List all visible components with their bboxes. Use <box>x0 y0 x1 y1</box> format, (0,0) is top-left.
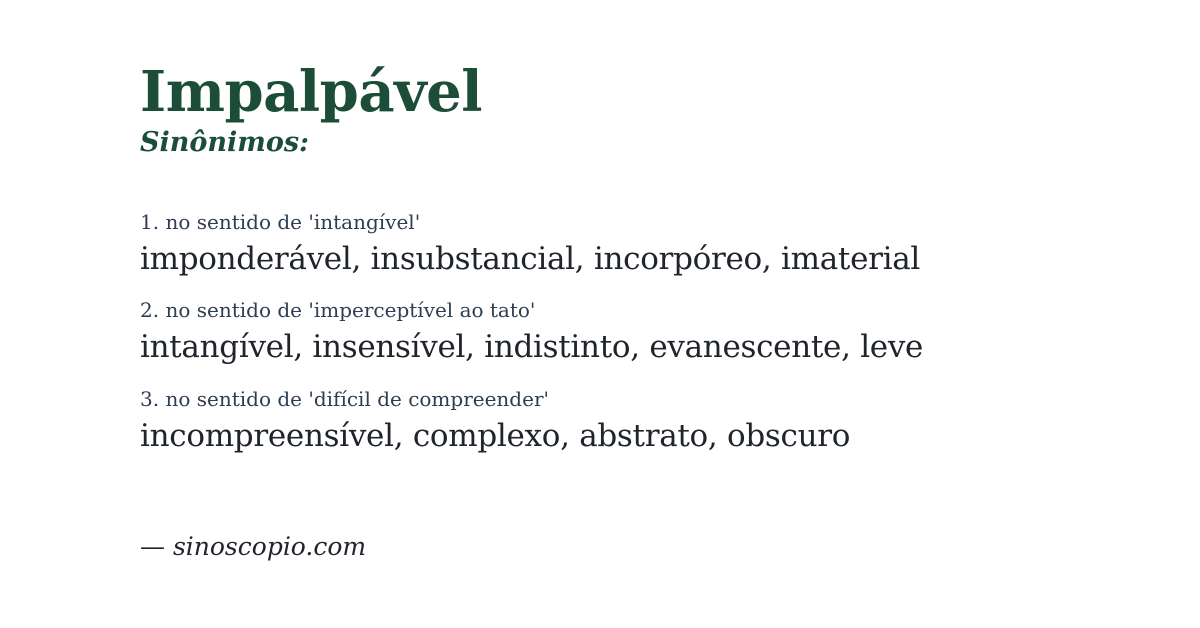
sense-synonyms: imponderável, insubstancial, incorpóreo, imaterial <box>140 241 921 278</box>
sense-item <box>140 297 1140 367</box>
sense-number: 2. <box>140 298 160 323</box>
sense-context-text: no sentido de 'difícil de compreender' <box>165 386 550 411</box>
source-domain: sinoscopio.com <box>172 531 367 561</box>
sense-item <box>140 209 1140 279</box>
senses-list <box>140 209 1140 456</box>
sense-number: 3. <box>140 386 160 411</box>
sense-context-text: no sentido de 'intangível' <box>165 210 421 235</box>
sense-context-line <box>140 209 1140 235</box>
sense-context-line <box>140 297 1140 323</box>
source-attribution <box>140 532 1140 561</box>
synonyms-heading: Sinônimos: <box>140 127 310 158</box>
sense-synonyms: intangível, insensível, indistinto, evanescente, leve <box>140 329 924 366</box>
em-dash: — <box>140 531 165 561</box>
sense-context-text: no sentido de 'imperceptível ao tato' <box>165 298 536 323</box>
sense-item <box>140 386 1140 456</box>
sense-number: 1. <box>140 210 160 235</box>
page-title: Impalpável <box>140 59 483 125</box>
sense-synonyms: incompreensível, complexo, abstrato, obscuro <box>140 417 851 454</box>
sense-context-line <box>140 386 1140 412</box>
